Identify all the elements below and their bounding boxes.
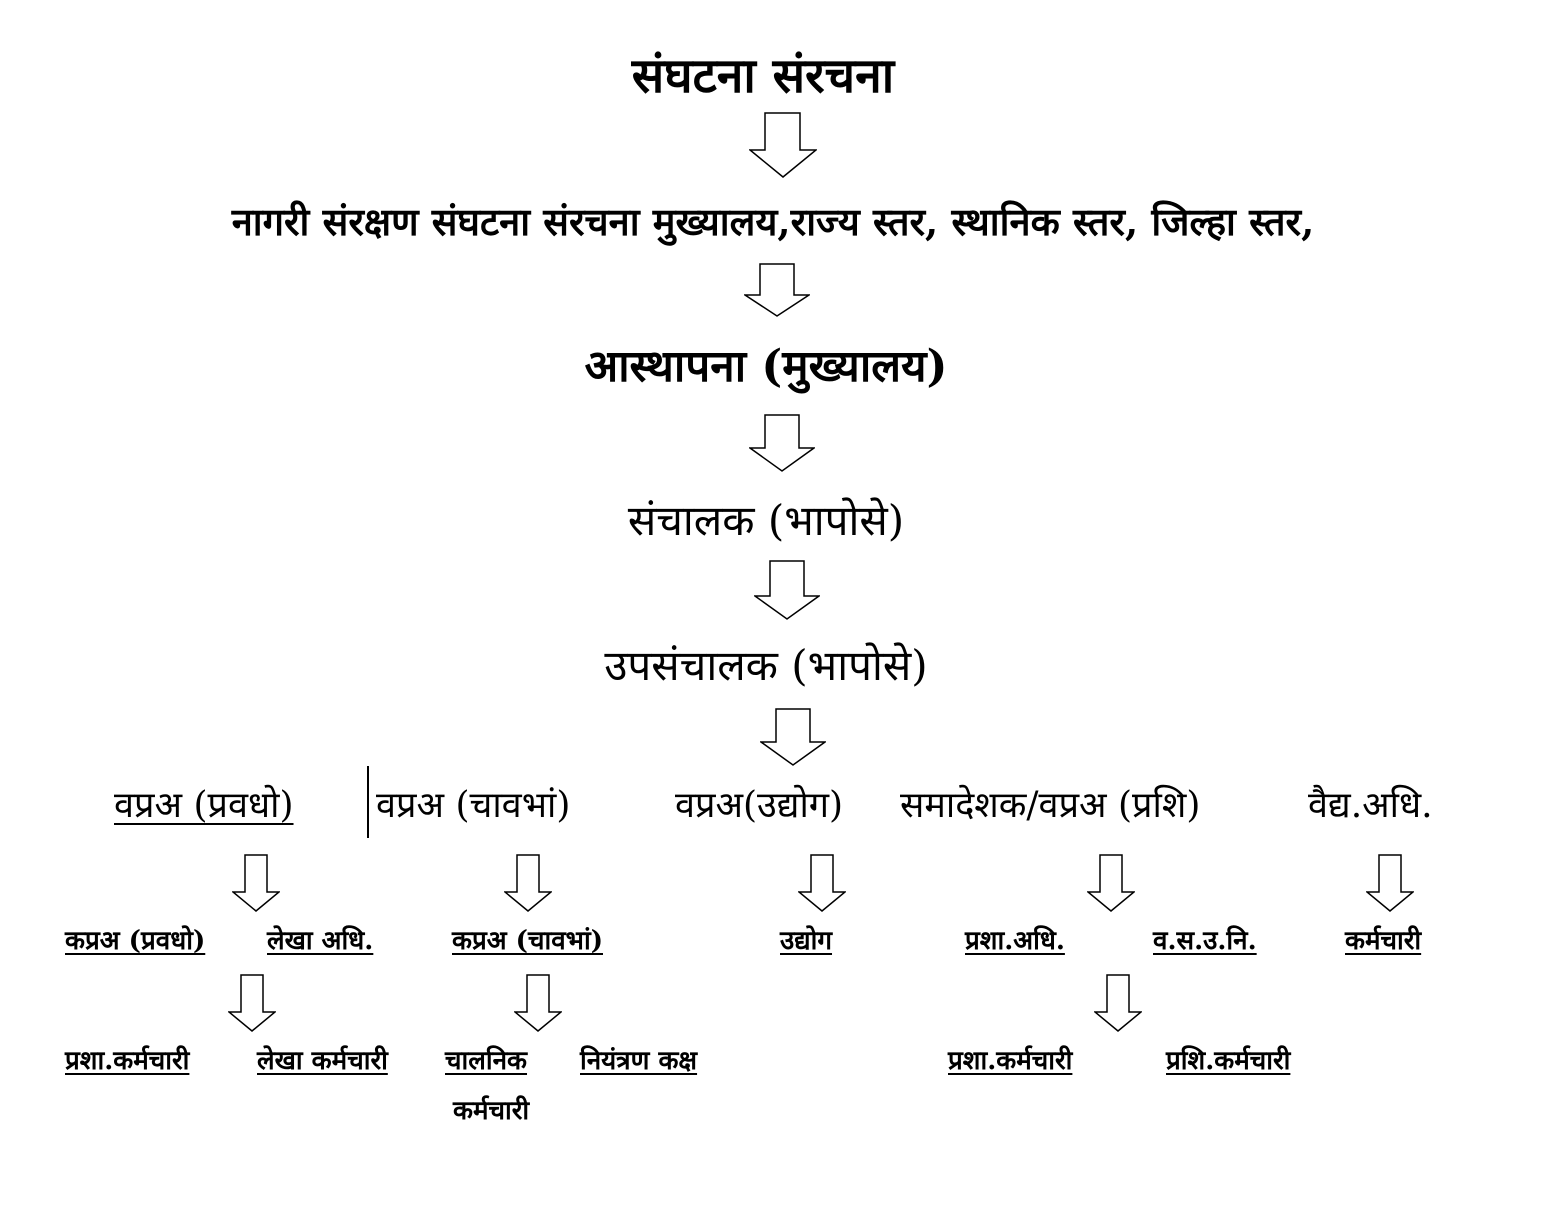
down-arrow-icon bbox=[232, 854, 280, 912]
node-prasha-adhi: प्रशा.अधि. bbox=[965, 926, 1065, 956]
node-prasha-karmachari-1: प्रशा.कर्मचारी bbox=[65, 1046, 190, 1076]
node-deputy-director: उपसंचालक (भापोसे) bbox=[604, 641, 928, 690]
down-arrow-icon bbox=[1094, 974, 1142, 1032]
node-prasha-karmachari-2: प्रशा.कर्मचारी bbox=[948, 1046, 1073, 1076]
node-kapra-chavabha: कप्रअ (चावभां) bbox=[452, 926, 603, 956]
node-chalanik: चालनिक bbox=[445, 1046, 528, 1076]
node-lekha-karmachari: लेखा कर्मचारी bbox=[257, 1046, 388, 1076]
node-vaidya-adhi: वैद्य.अधि. bbox=[1308, 785, 1433, 826]
down-arrow-icon bbox=[228, 974, 276, 1032]
down-arrow-icon bbox=[504, 854, 552, 912]
down-arrow-icon bbox=[1087, 854, 1135, 912]
down-arrow-icon bbox=[798, 854, 846, 912]
down-arrow-icon bbox=[749, 112, 817, 178]
node-vpra-pravadho: वप्रअ (प्रवधो) bbox=[114, 785, 294, 826]
node-samadeshak-prashi: समादेशक/वप्रअ (प्रशि) bbox=[900, 785, 1201, 826]
down-arrow-icon bbox=[514, 974, 562, 1032]
node-prashi-karmachari: प्रशि.कर्मचारी bbox=[1166, 1046, 1291, 1076]
node-vpra-chavabha: वप्रअ (चावभां) bbox=[376, 785, 571, 826]
down-arrow-icon bbox=[749, 414, 815, 472]
node-udyog: उद्योग bbox=[780, 926, 833, 956]
down-arrow-icon bbox=[744, 263, 810, 317]
separator-line bbox=[367, 766, 369, 838]
node-kapra-pravadho: कप्रअ (प्रवधो) bbox=[65, 926, 206, 956]
node-organization-structure: नागरी संरक्षण संघटना संरचना मुख्यालय,राज्य स्तर, स्थानिक स्तर, जिल्हा स्तर, bbox=[231, 199, 1315, 244]
node-niyantran-kaksh: नियंत्रण कक्ष bbox=[580, 1046, 698, 1076]
node-vasauni: व.स.उ.नि. bbox=[1153, 926, 1257, 956]
down-arrow-icon bbox=[754, 560, 820, 620]
node-director: संचालक (भापोसे) bbox=[627, 496, 905, 545]
node-chalanik-karmachari: कर्मचारी bbox=[453, 1096, 530, 1126]
node-vpra-udyog: वप्रअ(उद्योग) bbox=[675, 785, 844, 826]
node-karmachari-medical: कर्मचारी bbox=[1345, 926, 1422, 956]
diagram-title: संघटना संरचना bbox=[631, 48, 895, 104]
down-arrow-icon bbox=[1366, 854, 1414, 912]
down-arrow-icon bbox=[760, 708, 826, 766]
node-establishment-hq: आस्थापना (मुख्यालय) bbox=[584, 341, 948, 392]
node-lekha-adhi: लेखा अधि. bbox=[267, 926, 374, 956]
